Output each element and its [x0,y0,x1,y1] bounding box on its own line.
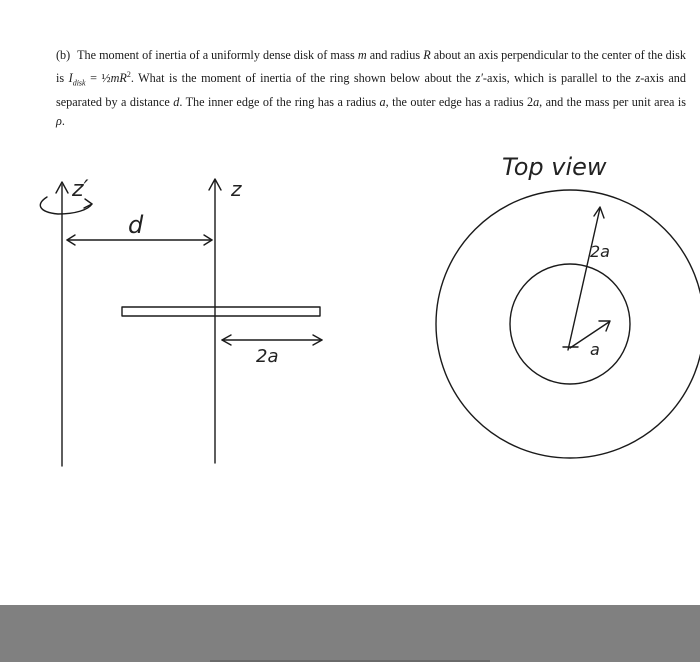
problem-text-segment: and radius [366,48,424,62]
problem-text-segment: a [379,94,386,109]
problem-text-segment: I [68,71,73,86]
part-label: (b) [56,48,71,62]
problem-text-segment: , the outer edge has a radius 2 [385,94,534,109]
ring-side-view [122,307,320,316]
problem-text-segment: The moment of inertia of a uniformly dense disk of mass [77,48,358,62]
problem-text-segment: -axis and separated by a distance [56,71,686,109]
z-label: z [231,177,242,201]
problem-text-segment: . The inner edge of the ring has a radius [179,94,380,109]
problem-text-segment: 2 [126,70,131,79]
problem-text-segment: d [173,94,180,109]
problem-text-segment: disk [72,78,86,88]
outer-radius-label: 2a [590,242,610,261]
ring-inner-edge [510,264,630,384]
ring-width-label: 2a [256,346,279,367]
top-view-label: Top view [502,153,607,181]
problem-text-segment: . [61,113,65,128]
problem-text-segment: a [533,94,540,109]
problem-text-segment: -axis, which is parallel to the [482,71,636,86]
problem-text-segment: z [635,71,641,86]
problem-text-segment: m [357,48,367,62]
z-prime-label: z′ [72,177,89,202]
ring-outer-edge [436,190,700,458]
problem-text-segment: mR [110,71,127,86]
problem-text-segment: z′ [475,71,483,86]
outer-radius-line [568,208,600,350]
distance-label: d [128,211,144,239]
inner-radius-label: a [590,340,600,359]
footer-bar [0,605,700,662]
problem-text-segment: , and the mass per unit area is [539,94,686,109]
problem-text-segment: . What is the moment of inertia of the ring shown below about the [130,71,476,86]
problem-text-segment: R [423,48,431,62]
problem-text-segment: ρ [56,113,62,128]
problem-text-segment: = ½ [85,71,111,86]
problem-text-segment: about an axis perpendicular to the center of the disk is [56,48,686,86]
